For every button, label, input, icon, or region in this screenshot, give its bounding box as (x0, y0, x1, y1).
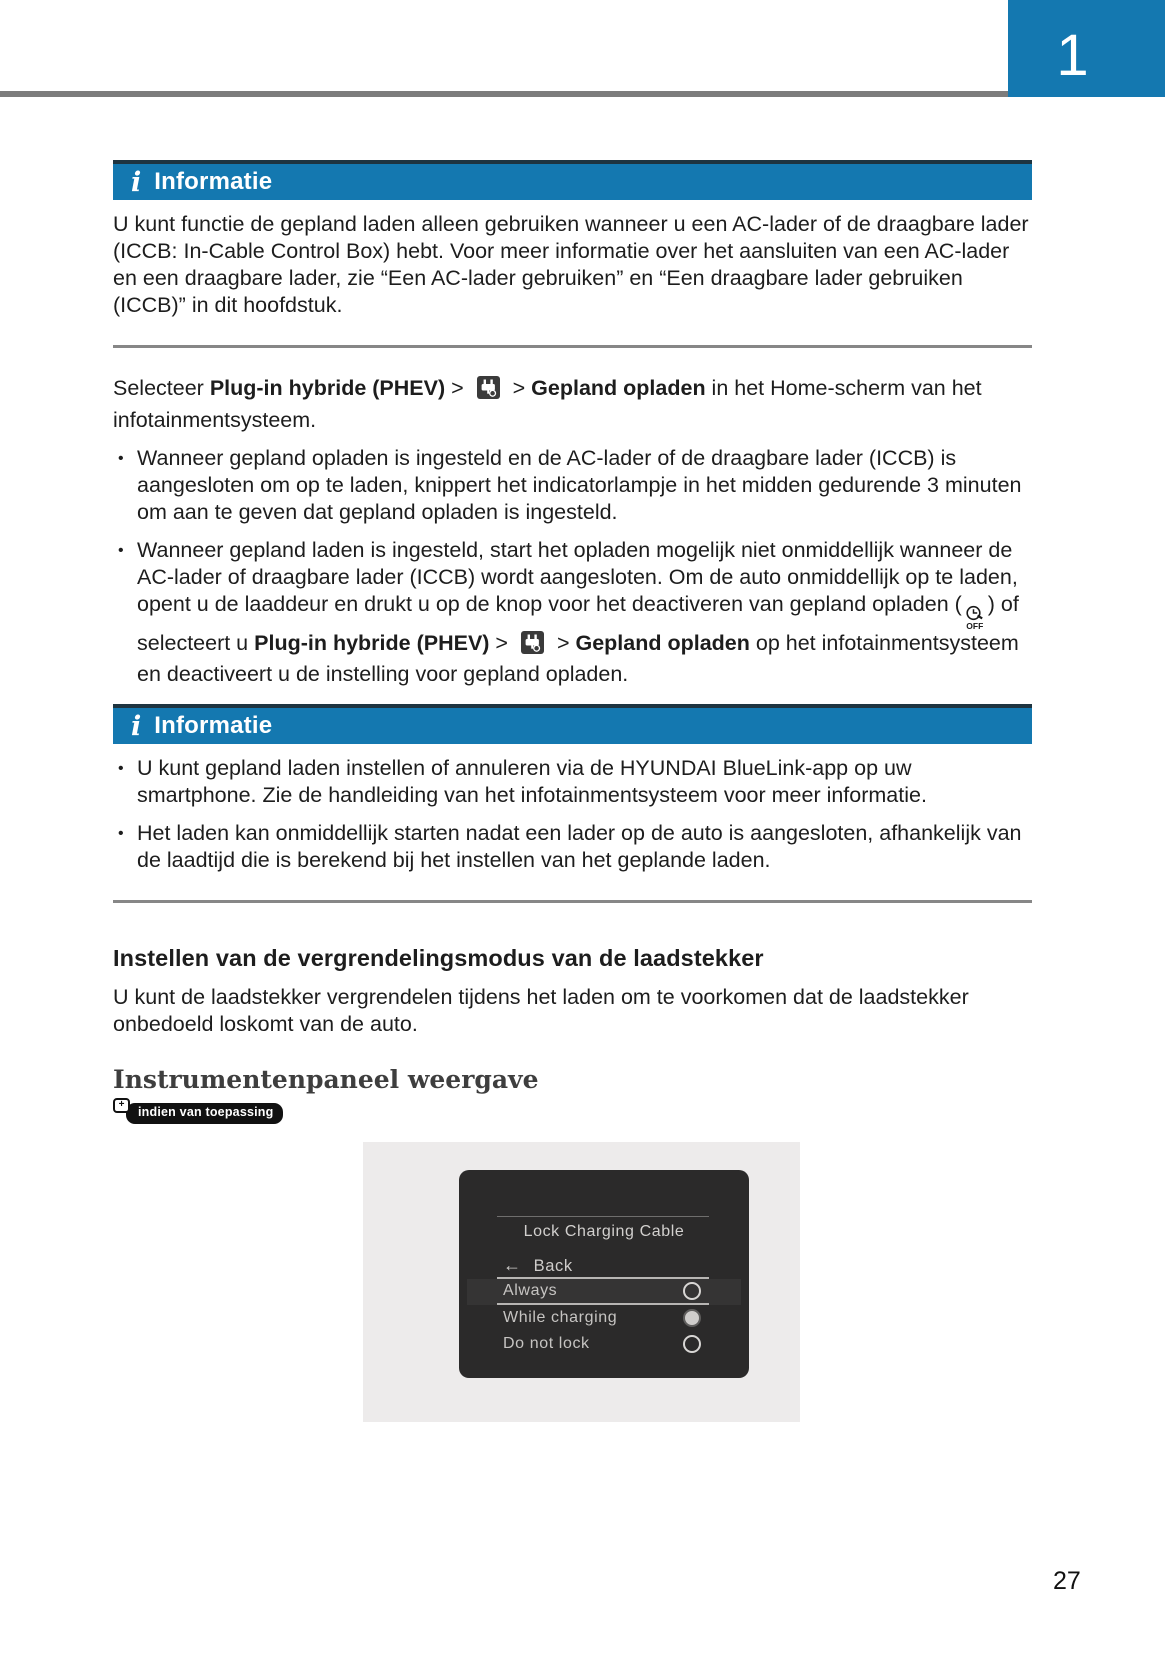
screen-title: Lock Charging Cable (523, 1222, 685, 1240)
info-callout-title: Informatie (154, 712, 273, 739)
plus-icon: + (113, 1098, 130, 1113)
instruction-text: Selecteer (113, 376, 210, 400)
bullet-marker: • (118, 450, 124, 467)
off-label: OFF (966, 621, 984, 631)
list-item (113, 445, 1032, 526)
section-divider (113, 900, 1032, 903)
bullet-list (113, 755, 1032, 874)
list-item (113, 820, 1032, 874)
header-rule (0, 91, 1008, 97)
chapter-tab (1008, 0, 1165, 97)
scheduled-charging-off-button-icon (965, 605, 985, 630)
option-always: Always (503, 1281, 558, 1299)
list-item (113, 537, 1032, 688)
screen-divider (497, 1303, 709, 1305)
bullet-marker: • (118, 825, 124, 842)
section-body: U kunt de laadstekker vergrendelen tijdens het laden om te voorkomen dat de laadstekker onbedoeld loskomt van de auto. (113, 985, 969, 1036)
info-callout-header (113, 160, 1032, 200)
scheduled-charging-icon (521, 631, 544, 661)
section-heading: Instellen van de vergrendelingsmodus van de laadstekker (113, 945, 764, 971)
select-instruction (113, 374, 1032, 434)
chapter-number: 1 (1056, 22, 1089, 88)
radio-selected-icon (683, 1309, 701, 1327)
back-menu-item (503, 1255, 573, 1276)
menu-item-phev: Plug-in hybride (PHEV) (254, 631, 490, 655)
bullet-marker: • (118, 542, 124, 559)
cluster-screen (459, 1170, 749, 1378)
back-arrow-icon: ← (503, 1254, 522, 1275)
badge-label: indien van toepassing (126, 1103, 283, 1124)
list-item-text: Het laden kan onmiddellijk starten nadat een lader op de auto is aangesloten, afhankelijk van de laadtijd die is berekend bij het instellen van het geplande laden. (137, 821, 1022, 872)
back-label: Back (533, 1256, 573, 1275)
menu-item-gepland-opladen: Gepland opladen (531, 376, 706, 400)
subsection-heading: Instrumentenpaneel weergave (113, 1065, 539, 1094)
separator-text: > (489, 631, 514, 655)
list-item-text: U kunt gepland laden instellen of annuleren via de HYUNDAI BlueLink-app op uw smartphone. Zie de handleiding van het infotainmentsysteem voor meer informatie. (137, 756, 927, 807)
option-while-charging: While charging (503, 1308, 618, 1326)
bullet-marker: • (118, 760, 124, 777)
separator-text: > (550, 631, 576, 655)
info-icon: i (131, 710, 142, 742)
option-do-not-lock: Do not lock (503, 1334, 590, 1352)
separator-text: > (506, 376, 532, 400)
section-divider (113, 345, 1032, 348)
list-item-text-part: op het infotainmentsysteem en deactiveert u de instelling voor gepland opladen. (137, 631, 1019, 686)
info-callout-title: Informatie (154, 168, 273, 195)
if-applicable-badge (113, 1098, 283, 1124)
scheduled-charging-icon (477, 376, 500, 406)
list-item-text: Wanneer gepland opladen is ingesteld en de AC-lader of de draagbare lader (ICCB) is aangesloten om op te laden, knippert het indicatorlampje in het midden gedurende 3 minuten om aan te geven dat gepland opladen is ingesteld. (137, 446, 1022, 524)
radio-icon (683, 1282, 701, 1300)
list-item-text-part: Wanneer gepland laden is ingesteld, start het opladen mogelijk niet onmiddellijk wanneer de AC-lader of draagbare lader (ICCB) wordt aangesloten. Om de auto onmiddellijk op te laden, opent u de laaddeur en drukt u op de knop voor het deactiveren van gepland opladen ( (137, 538, 1018, 616)
menu-item-phev: Plug-in hybride (PHEV) (209, 376, 446, 400)
info-callout-body: U kunt functie de gepland laden alleen gebruiken wanneer u een AC-lader of de draagbare lader (ICCB: In-Cable Control Box) hebt. Voor meer informatie over het aansluiten van een AC-lader en een draagbare lader, zie “Een AC-lader gebruiken” en “Een draagbare lader gebruiken (ICCB)” in dit hoofdstuk. (113, 212, 1029, 317)
radio-icon (683, 1335, 701, 1353)
list-item-text-part: ) of selecteert u (137, 592, 1019, 655)
info-icon: i (131, 166, 142, 198)
bullet-list (113, 445, 1032, 688)
list-item-text (137, 537, 1032, 688)
list-item (113, 755, 1032, 809)
instruction-text: in het Home-scherm van het infotainmentsysteem. (113, 376, 982, 432)
separator-text: > (445, 376, 470, 400)
cluster-display-figure (363, 1142, 800, 1422)
screen-top-divider (497, 1216, 709, 1217)
page-content (113, 160, 1032, 1422)
menu-item-gepland-opladen: Gepland opladen (575, 631, 750, 655)
info-callout-header (113, 704, 1032, 744)
page-number: 27 (1053, 1567, 1081, 1595)
